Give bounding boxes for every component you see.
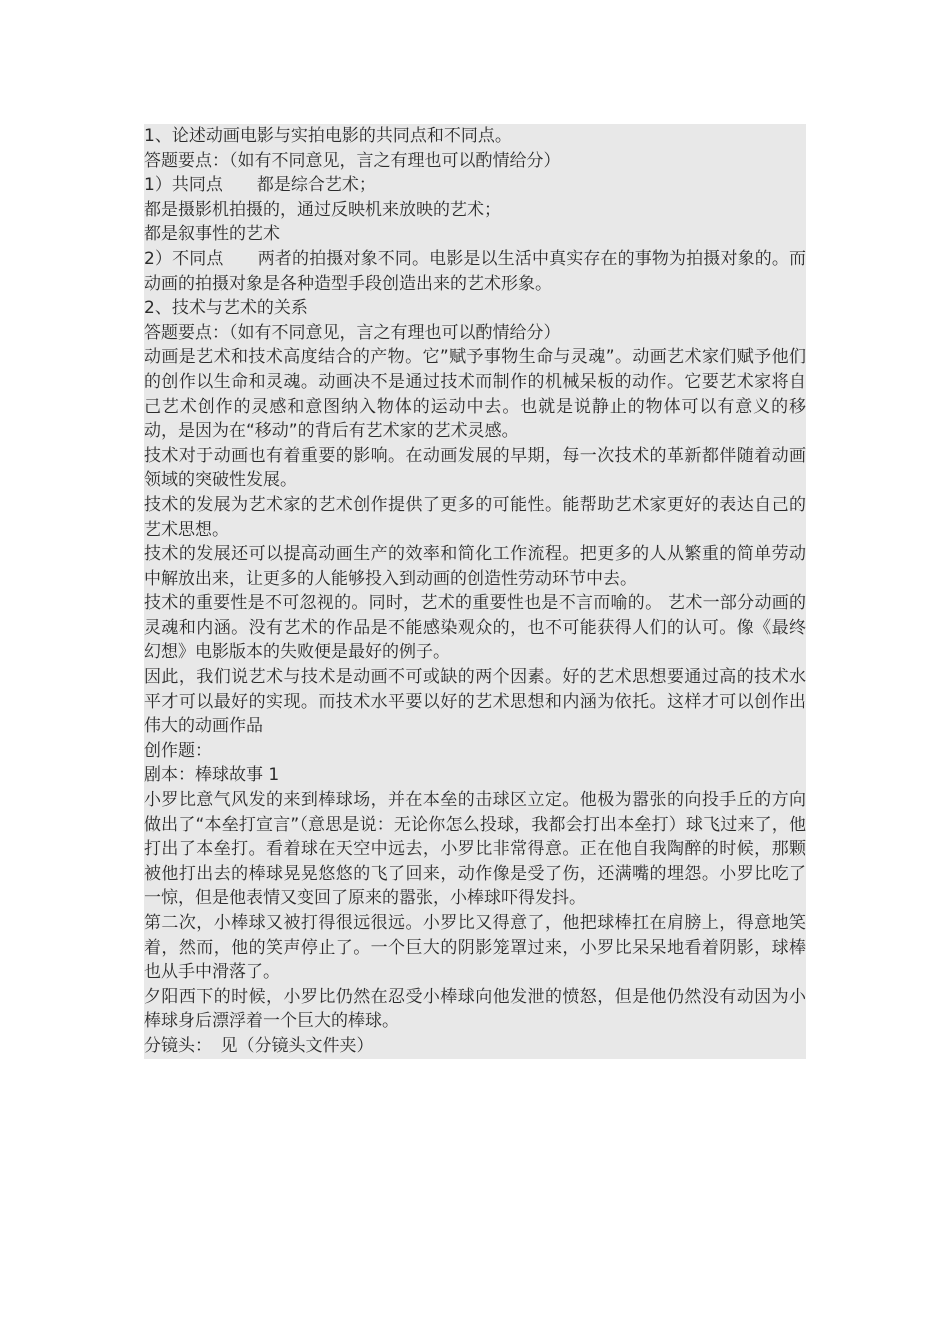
script-title: 剧本：棒球故事 1: [144, 765, 280, 786]
answer-paragraph: 因此，我们说艺术与技术是动画不可或缺的两个因素。好的艺术思想要通过高的技术水平才可以最好的实现。而技术水平要以好的艺术思想和内涵为依托。这样才可以创作出伟大的动画作品: [144, 667, 806, 737]
script-paragraph: 第二次，小棒球又被打得很远很远。小罗比又得意了，他把球棒扛在肩膀上，得意地笑着，然而，他的笑声停止了。一个巨大的阴影笼罩过来，小罗比呆呆地看着阴影，球棒也从手中滑落了。: [144, 913, 806, 983]
answer-paragraph: 技术的重要性是不可忽视的。同时，艺术的重要性也是不言而喻的。 艺术一部分动画的灵魂和内涵。没有艺术的作品是不能感染观众的，也不可能获得人们的认可。像《最终幻想》电影版本的失败便是最好的例子。: [144, 593, 806, 663]
creation-heading: 创作题：: [144, 740, 212, 761]
similarity-heading: 1）共同点 都是综合艺术；: [144, 175, 376, 196]
question-2-heading: 2、技术与艺术的关系: [144, 298, 308, 319]
answer-paragraph: 技术的发展还可以提高动画生产的效率和简化工作流程。把更多的人从繁重的简单劳动中解放出来，让更多的人能够投入到动画的创造性劳动环节中去。: [144, 544, 806, 589]
answer-paragraph: 动画是艺术和技术高度结合的产物。它”赋予事物生命与灵魂”。动画艺术家们赋予他们的创作以生命和灵魂。动画决不是通过技术而制作的机械呆板的动作。它要艺术家将自己艺术创作的灵感和意图纳入物体的运动中去。也就是说静止的物体可以有意义的移动，是因为在“移动”的背后有艺术家的艺术灵感。: [144, 347, 806, 442]
difference-paragraph: 2）不同点 两者的拍摄对象不同。电影是以生活中真实存在的事物为拍摄对象的。而动画的拍摄对象是各种造型手段创造出来的艺术形象。: [144, 248, 806, 294]
script-paragraph: 小罗比意气风发的来到棒球场，并在本垒的击球区立定。他极为嚣张的向投手丘的方向做出了“本垒打宣言”（意思是说：无论你怎么投球，我都会打出本垒打）球飞过来了，他打出了本垒打。看着球在天空中远去，小罗比非常得意。正在他自我陶醉的时候，那颗被他打出去的棒球晃晃悠悠的飞了回来，动作像是受了伤，还满嘴的埋怨。小罗比吃了一惊，但是他表情又变回了原来的嚣张，小棒球吓得发抖。: [144, 790, 806, 909]
similarity-item: 都是叙事性的艺术: [144, 224, 280, 245]
question-1-heading: 1、论述动画电影与实拍电影的共同点和不同点。: [144, 126, 512, 146]
similarity-item: 都是摄影机拍摄的，通过反映机来放映的艺术；: [144, 199, 501, 220]
script-paragraph: 夕阳西下的时候，小罗比仍然在忍受小棒球向他发泄的愤怒，但是他仍然没有动因为小棒球身后漂浮着一个巨大的棒球。: [144, 986, 806, 1032]
answer-key-note: 答题要点：（如有不同意见，言之有理也可以酌情给分）: [144, 150, 561, 171]
storyboard-note: 分镜头： 见（分镜头文件夹）: [144, 1035, 374, 1056]
answer-paragraph: 技术的发展为艺术家的艺术创作提供了更多的可能性。能帮助艺术家更好的表达自己的艺术思想。: [144, 494, 806, 540]
document-body: [144, 124, 806, 1059]
answer-paragraph: 技术对于动画也有着重要的影响。在动画发展的早期，每一次技术的革新都伴随着动画领域的突破性发展。: [144, 445, 806, 491]
answer-key-note: 答题要点：（如有不同意见，言之有理也可以酌情给分）: [144, 322, 561, 343]
